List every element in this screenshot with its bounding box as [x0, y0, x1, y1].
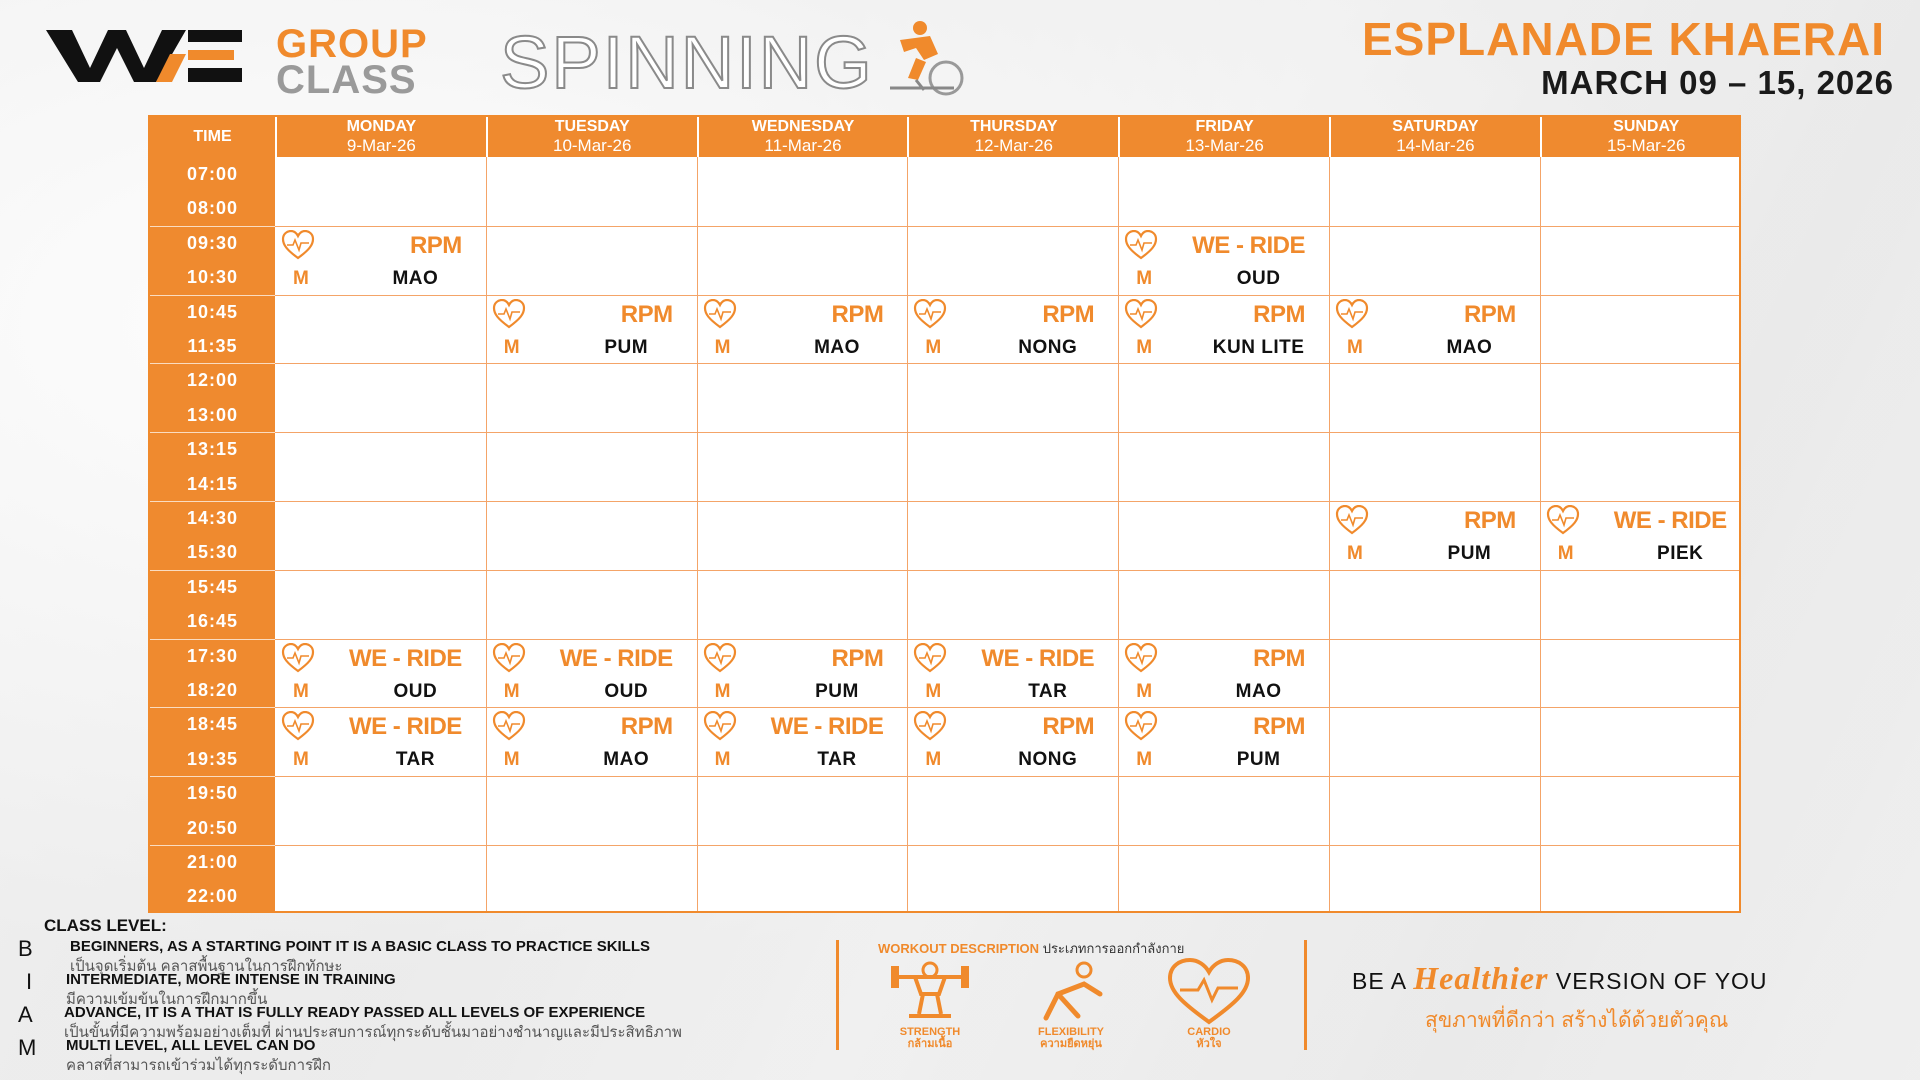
time-row-divider	[150, 570, 275, 571]
level-description-thai: เป็นขั้นที่มีความพร้อมอย่างเต็มที่ ผ่านประสบการณ์ทุกระดับชั้นมาอย่างชำนาญและมีประสิทธิภาพ	[64, 1024, 682, 1041]
class-level: M	[714, 336, 731, 358]
heart-icon	[281, 230, 315, 260]
class-name: WE - RIDE	[348, 713, 462, 741]
day-name: FRIDAY	[1195, 118, 1254, 135]
class-name: WE - RIDE	[981, 644, 1095, 672]
class-level: M	[1347, 336, 1363, 358]
class-name: RPM	[620, 713, 673, 741]
class-name: RPM	[831, 644, 884, 672]
class-name: RPM	[1042, 300, 1095, 328]
heart-icon	[492, 299, 526, 329]
level-description-thai: เป็นจุดเริ่มต้น คลาสพื้นฐานในการฝึกทักษะ	[70, 958, 343, 975]
day-header-monday	[275, 117, 486, 157]
class-slot[interactable]	[486, 295, 697, 364]
level-description: INTERMEDIATE, MORE INTENSE IN TRAINING	[66, 971, 396, 988]
class-slot[interactable]	[275, 226, 486, 295]
level-description: ADVANCE, IT IS A THAT IS FULLY READY PASSED ALL LEVELS OF EXPERIENCE	[64, 1004, 646, 1021]
cardio-label	[1164, 1026, 1254, 1050]
instructor-name: MAO	[1446, 336, 1493, 358]
heart-icon	[913, 299, 947, 329]
row-divider	[275, 363, 1739, 364]
time-label: 08:00	[186, 198, 239, 219]
time-label: 13:00	[186, 404, 239, 425]
day-header-wednesday	[697, 117, 908, 157]
group-word: GROUP	[276, 22, 428, 66]
class-slot[interactable]	[697, 639, 908, 708]
time-header: TIME	[193, 128, 232, 145]
class-slot[interactable]	[1118, 226, 1329, 295]
time-label: 21:00	[186, 852, 239, 872]
class-level: M	[293, 749, 309, 771]
class-slot[interactable]	[907, 639, 1118, 708]
row-divider	[275, 776, 1739, 777]
cyclist-icon	[860, 18, 970, 98]
level-description-thai: คลาสที่สามารถเข้าร่วมได้ทุกระดับการฝึก	[66, 1057, 331, 1074]
level-code: B	[18, 936, 33, 961]
day-date: 12-Mar-26	[974, 136, 1053, 155]
class-level: M	[503, 749, 520, 771]
footer-divider-right	[1304, 940, 1307, 1050]
time-label: 22:00	[186, 886, 239, 907]
tagline-thai: สุขภาพที่ดีกว่า สร้างได้ด้วยตัวคุณ	[1425, 1009, 1729, 1032]
time-label: 15:30	[186, 542, 239, 563]
time-label: 15:45	[186, 576, 239, 597]
svg-text:WE: WE	[46, 24, 48, 25]
time-row-divider	[150, 432, 275, 433]
footer-divider-left	[836, 940, 839, 1050]
workout-title-en: WORKOUT DESCRIPTION	[878, 941, 1040, 956]
class-slot[interactable]	[275, 639, 486, 708]
timetable	[148, 115, 1741, 913]
class-level: M	[503, 680, 520, 702]
heart-icon	[703, 643, 737, 673]
spinning-word: SPINNING	[500, 21, 874, 104]
instructor-name: PUM	[604, 336, 649, 358]
instructor-name: NONG	[1018, 336, 1078, 358]
class-slot[interactable]	[1118, 639, 1329, 708]
strength-label-en: STRENGTH	[899, 1026, 961, 1038]
class-slot[interactable]	[1329, 295, 1540, 364]
class-level: M	[714, 680, 731, 702]
class-word: CLASS	[276, 58, 417, 102]
level-description: BEGINNERS, AS A STARTING POINT IT IS A BASIC CLASS TO PRACTICE SKILLS	[70, 938, 651, 955]
day-header-sunday	[1540, 117, 1751, 157]
class-level: M	[1136, 336, 1153, 358]
class-slot[interactable]	[907, 295, 1118, 364]
heart-icon	[281, 643, 315, 673]
time-label: 12:00	[186, 370, 239, 391]
row-divider	[275, 570, 1739, 571]
time-label: 10:30	[186, 267, 239, 288]
day-name: SATURDAY	[1392, 118, 1479, 135]
column-divider	[697, 157, 698, 911]
day-name: TUESDAY	[554, 118, 630, 135]
instructor-name: MAO	[1235, 680, 1282, 702]
flexibility-icon	[1026, 958, 1116, 1028]
time-label: 20:50	[186, 817, 239, 838]
time-label: 19:50	[186, 783, 239, 804]
column-divider	[486, 157, 487, 911]
class-slot[interactable]	[1118, 707, 1329, 776]
class-name: RPM	[1253, 713, 1305, 741]
time-row-divider	[150, 707, 275, 708]
time-label: 13:15	[186, 439, 239, 460]
instructor-name: PUM	[1447, 543, 1492, 564]
class-slot[interactable]	[486, 639, 697, 708]
flexibility-label	[1026, 1026, 1116, 1050]
day-name: WEDNESDAY	[751, 118, 855, 135]
instructor-name: MAO	[392, 267, 439, 289]
level-code: I	[26, 969, 33, 994]
instructor-name: MAO	[814, 336, 860, 358]
heart-icon	[281, 711, 315, 741]
heart-icon	[492, 643, 526, 673]
strength-label-th: กล้ามเนื้อ	[907, 1038, 953, 1050]
row-divider	[275, 845, 1739, 846]
class-name: RPM	[831, 300, 884, 328]
time-label: 09:30	[186, 232, 239, 253]
class-level: M	[1557, 543, 1574, 564]
time-label: 14:15	[186, 473, 239, 494]
day-header-thursday	[907, 117, 1118, 157]
day-header-friday	[1118, 117, 1329, 157]
day-name: SUNDAY	[1613, 118, 1680, 135]
class-name: WE - RIDE	[1613, 507, 1727, 534]
cardio-label-en: CARDIO	[1187, 1026, 1231, 1038]
instructor-name: TAR	[395, 749, 435, 771]
heart-icon	[1124, 299, 1158, 329]
cardio-label-th: หัวใจ	[1196, 1038, 1222, 1050]
class-level-title: CLASS LEVEL:	[44, 916, 167, 935]
instructor-name: PUM	[1236, 749, 1281, 771]
instructor-name: NONG	[1018, 749, 1078, 771]
day-date: 10-Mar-26	[552, 136, 632, 155]
date-range: MARCH 09 – 15, 2026	[1541, 64, 1894, 101]
class-name: RPM	[1253, 300, 1305, 328]
column-divider	[907, 157, 908, 911]
class-slot[interactable]	[1118, 295, 1329, 364]
instructor-name: MAO	[603, 749, 650, 771]
class-level: M	[925, 680, 942, 702]
class-level: M	[293, 680, 309, 702]
heart-icon	[1124, 643, 1158, 673]
heart-icon	[1546, 505, 1580, 535]
class-name: RPM	[1463, 507, 1516, 534]
instructor-name: KUN LITE	[1212, 336, 1305, 358]
instructor-name: TAR	[817, 749, 857, 771]
day-name: THURSDAY	[970, 118, 1058, 135]
class-level: M	[1136, 267, 1153, 289]
class-slot[interactable]	[697, 707, 908, 776]
instructor-name: TAR	[1028, 680, 1068, 702]
class-name: WE - RIDE	[1192, 231, 1305, 259]
day-date: 14-Mar-26	[1396, 136, 1475, 155]
time-label: 10:45	[186, 301, 239, 322]
class-name: RPM	[1042, 713, 1095, 741]
class-name: WE - RIDE	[770, 713, 884, 741]
class-name: WE - RIDE	[559, 644, 673, 672]
time-row-divider	[150, 639, 275, 640]
day-header-saturday	[1329, 117, 1540, 157]
cardio-icon	[1164, 958, 1254, 1028]
class-level: M	[503, 336, 520, 358]
class-slot[interactable]	[1329, 501, 1540, 570]
level-description-thai: มีความเข้มข้นในการฝึกมากขึ้น	[66, 991, 268, 1008]
strength-label	[885, 1026, 975, 1050]
class-slot[interactable]	[697, 295, 908, 364]
flexibility-label-th: ความยืดหยุ่น	[1040, 1038, 1102, 1050]
time-label: 07:00	[186, 164, 239, 184]
day-date: 11-Mar-26	[764, 136, 842, 155]
class-level: M	[1136, 749, 1153, 771]
row-divider	[275, 432, 1739, 433]
class-slot[interactable]	[275, 707, 486, 776]
heart-icon	[1124, 230, 1158, 260]
class-name: RPM	[409, 231, 462, 259]
class-level: M	[1136, 680, 1153, 702]
we-logo	[46, 24, 246, 84]
time-label: 18:20	[186, 680, 239, 700]
time-row-divider	[150, 363, 275, 364]
class-slot[interactable]	[907, 707, 1118, 776]
branch-name: ESPLANADE KHAERAI	[1361, 13, 1885, 65]
time-label: 14:30	[186, 508, 239, 528]
class-name: RPM	[620, 300, 673, 328]
class-slot[interactable]	[486, 707, 697, 776]
instructor-name: PUM	[815, 680, 859, 702]
tagline-post: VERSION OF YOU	[1555, 968, 1768, 994]
time-row-divider	[150, 776, 275, 777]
heart-icon	[913, 643, 947, 673]
class-level: M	[925, 336, 942, 358]
instructor-name: OUD	[604, 680, 649, 702]
workout-title-th: ประเภทการออกกำลังกาย	[1042, 941, 1185, 956]
tagline	[1352, 960, 1768, 997]
flexibility-label-en: FLEXIBILITY	[1038, 1026, 1104, 1038]
time-row-divider	[150, 501, 275, 502]
time-label: 18:45	[186, 714, 239, 735]
day-header-tuesday	[486, 117, 697, 157]
class-level: M	[714, 749, 731, 771]
class-level: M	[293, 267, 309, 289]
time-label: 17:30	[186, 645, 239, 666]
class-name: RPM	[1253, 644, 1305, 672]
instructor-name: PIEK	[1657, 543, 1704, 564]
tagline-emphasis: Healthier	[1413, 960, 1549, 996]
time-label: 11:35	[187, 336, 238, 356]
instructor-name: OUD	[393, 680, 438, 702]
time-row-divider	[150, 226, 275, 227]
row-divider	[275, 226, 1739, 227]
tagline-pre: BE A	[1352, 968, 1406, 994]
day-date: 9-Mar-26	[346, 136, 416, 155]
time-label: 19:35	[186, 748, 239, 769]
day-date: 13-Mar-26	[1185, 136, 1264, 155]
instructor-name: OUD	[1236, 267, 1281, 289]
heart-icon	[1335, 505, 1369, 535]
class-name: WE - RIDE	[348, 644, 462, 672]
heart-icon	[492, 711, 526, 741]
heart-icon	[1335, 299, 1369, 329]
class-level: M	[925, 749, 942, 771]
time-row-divider	[150, 295, 275, 296]
time-label: 16:45	[186, 611, 239, 632]
day-date: 15-Mar-26	[1606, 136, 1686, 155]
level-description: MULTI LEVEL, ALL LEVEL CAN DO	[66, 1037, 316, 1054]
time-row-divider	[150, 845, 275, 846]
level-code: A	[18, 1002, 33, 1027]
heart-icon	[703, 711, 737, 741]
class-level: M	[1347, 543, 1363, 564]
heart-icon	[913, 711, 947, 741]
heart-icon	[1124, 711, 1158, 741]
workout-description-title	[878, 938, 1184, 959]
class-name: RPM	[1463, 300, 1516, 328]
heart-icon	[703, 299, 737, 329]
day-name: MONDAY	[346, 118, 417, 135]
class-slot[interactable]	[1540, 501, 1751, 570]
strength-icon	[885, 958, 975, 1028]
level-code: M	[18, 1035, 37, 1060]
